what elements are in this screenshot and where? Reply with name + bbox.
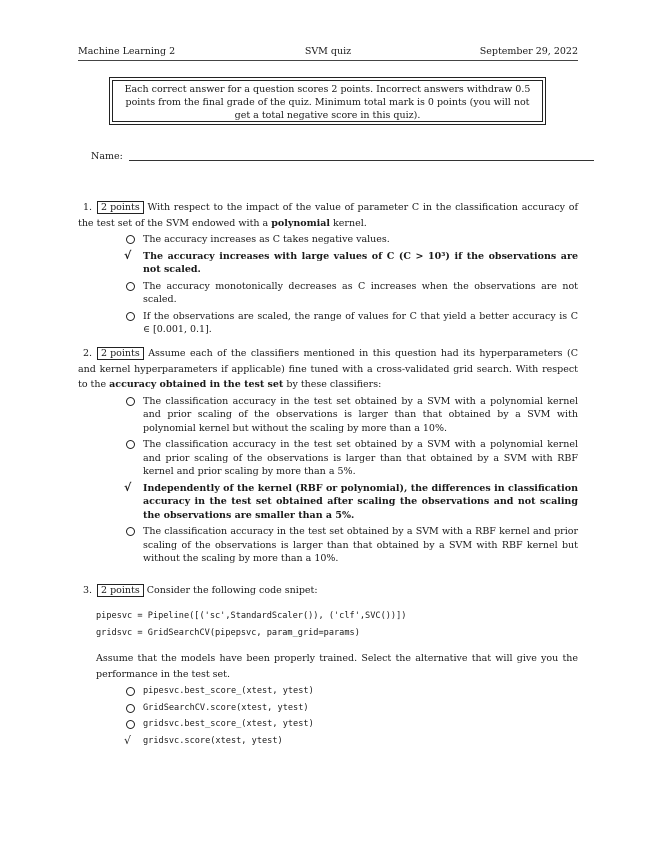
question-text-emphasis: polynomial (271, 217, 331, 229)
radio-circle-icon[interactable] (126, 312, 135, 321)
points-badge: 2 points (97, 584, 144, 597)
checkmark-icon: √ (124, 248, 132, 262)
answer-option[interactable] (125, 233, 578, 247)
question-text (78, 583, 578, 599)
option-text: Independently of the kernel (RBF or polynomial), the differences in classification accuracy in the test set obtained after scaling the observations and not scaling the observations are smaller than a 5%. (143, 482, 578, 521)
scoring-notice-text: Each correct answer for a question scores 2 points. Incorrect answers withdraw 0.5 points from the final grade of the quiz. Minimum total mark is 0 points (you will not get a total negative score in this quiz). (112, 80, 543, 122)
question-3-instruction: Assume that the models have been properly trained. Select the alternative that will give you the performance in the test set. (96, 653, 578, 680)
answer-option[interactable] (125, 395, 578, 436)
page-header (78, 46, 578, 61)
answer-option-correct[interactable] (125, 482, 578, 523)
answer-option[interactable] (125, 702, 578, 716)
answer-option[interactable] (125, 685, 578, 699)
question-number: 2. (83, 348, 93, 359)
checkmark-icon: √ (124, 733, 132, 747)
option-text: The accuracy increases with large values of C (C > 10³) if the observations are not scaled. (143, 250, 578, 275)
question-text-part: With respect to the impact of the value of parameter C in the classification accuracy of the test set of the SVM endowed with a (78, 202, 578, 229)
answer-option-correct[interactable] (125, 735, 578, 749)
question-text-emphasis: accuracy obtained in the test set (109, 379, 284, 390)
quiz-date: September 29, 2022 (479, 46, 578, 57)
question-text-part: Consider the following code snipet: (146, 585, 318, 596)
question-text (78, 200, 578, 231)
code-line-1: pipesvc = Pipeline([('sc',StandardScaler()), ('clf',SVC())]) (96, 611, 407, 621)
option-text: The classification accuracy in the test set obtained by a SVM with a polynomial kernel and prior scaling of the observations is larger than that obtained by a SVM with polynomial kernel but without the scaling by more than a 10%. (143, 395, 578, 434)
name-label: Name: (91, 151, 123, 162)
radio-circle-icon[interactable] (126, 687, 135, 696)
radio-circle-icon[interactable] (126, 235, 135, 244)
option-text: GridSearchCV.score(xtest, ytest) (143, 702, 309, 713)
course-title: Machine Learning 2 (78, 46, 176, 57)
radio-circle-icon[interactable] (126, 527, 135, 536)
question-number: 3. (83, 585, 93, 596)
option-text: If the observations are scaled, the range of values for C that yield a better accuracy is C ∈ [0.001, 0.1]. (143, 310, 578, 335)
option-text: The accuracy monotonically decreases as C increases when the observations are not scaled. (143, 280, 578, 305)
option-text: gridsvc.score(xtest, ytest) (143, 735, 283, 746)
answer-options (78, 685, 578, 748)
scoring-notice-box (109, 77, 546, 125)
radio-circle-icon[interactable] (126, 720, 135, 729)
question-text-part: Assume each of the classifiers mentioned in this question had its hyperparameters (C and kernel hyperparameters if applicable) fine tuned with a cross-validated grid search. With respect to the (78, 348, 578, 390)
question-3 (78, 583, 578, 599)
question-number: 1. (83, 202, 93, 213)
quiz-title: SVM quiz (304, 46, 352, 57)
answer-option[interactable] (125, 525, 578, 566)
radio-circle-icon[interactable] (126, 704, 135, 713)
answer-option-correct[interactable] (125, 250, 578, 277)
points-badge: 2 points (97, 347, 144, 360)
question-1 (78, 200, 578, 340)
option-text: The accuracy increases as C takes negative values. (143, 234, 390, 245)
radio-circle-icon[interactable] (126, 397, 135, 406)
option-text: The classification accuracy in the test set obtained by a SVM with a polynomial kernel and prior scaling of the observations is larger than that obtained by a SVM with RBF kernel and prior scaling by more than a 5%. (143, 439, 578, 477)
option-text: pipesvc.best_score_(xtest, ytest) (143, 686, 314, 696)
points-badge: 2 points (97, 201, 144, 214)
question-text-part: kernel. (333, 217, 367, 229)
option-text: The classification accuracy in the test set obtained by a SVM with a RBF kernel and prior scaling of the observations is larger than that obtained by a SVM with RBF kernel but without the scaling by more than a 10%. (143, 526, 578, 564)
question-3-options-wrap (78, 683, 578, 751)
radio-circle-icon[interactable] (126, 440, 135, 449)
question-text (78, 346, 578, 393)
answer-option[interactable] (125, 280, 578, 307)
answer-options (78, 233, 578, 337)
answer-option[interactable] (125, 438, 578, 479)
radio-circle-icon[interactable] (126, 282, 135, 291)
name-field[interactable] (129, 160, 594, 161)
answer-options (78, 395, 578, 566)
code-line-2: gridsvc = GridSearchCV(pipepsvc, param_grid=params) (96, 628, 360, 638)
answer-option[interactable] (125, 310, 578, 337)
checkmark-icon: √ (124, 480, 132, 494)
option-text: gridsvc.best_score_(xtest, ytest) (143, 719, 314, 729)
question-2 (78, 346, 578, 569)
answer-option[interactable] (125, 718, 578, 732)
question-text-part: by these classifiers: (286, 379, 382, 390)
